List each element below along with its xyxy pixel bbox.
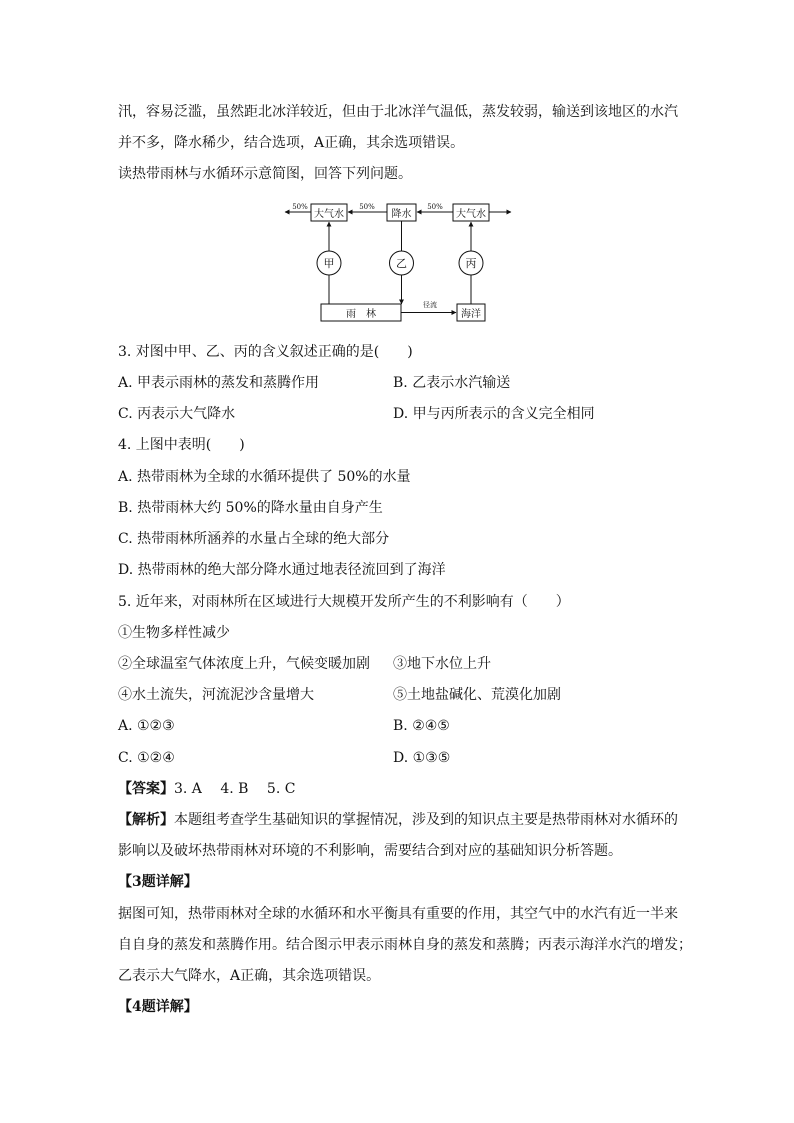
analysis-text-1: 本题组考查学生基础知识的掌握情况，涉及到的知识点主要是热带雨林对水循环的 [174,812,678,828]
intro-line-3: 读热带雨林与水循环示意简图，回答下列问题。 [118,166,412,182]
circle-bing-label: 丙 [465,257,477,270]
detail4-heading: 【4题详解】 [118,999,198,1015]
box-atmosphere-right-label: 大气水 [456,209,486,220]
q3-option-d: D. 甲与丙所表示的含义完全相同 [393,406,595,422]
q5-item-3: ③地下水位上升 [393,656,491,672]
pct-label-1: 50% [292,203,308,211]
q5-option-b: B. ②④⑤ [393,718,450,734]
q4-option-d: D. 热带雨林的绝大部分降水通过地表径流回到了海洋 [118,562,446,578]
box-precipitation-label: 降水 [391,209,412,220]
water-cycle-diagram [283,198,513,326]
q5-item-4: ④水土流失，河流泥沙含量增大 [118,687,314,703]
analysis-line-1 [118,811,678,829]
box-rainforest-label: 雨 林 [346,309,376,320]
q4-option-b: B. 热带雨林大约 50%的降水量由自身产生 [118,500,383,516]
q4-option-a: A. 热带雨林为全球的水循环提供了 50%的水量 [118,469,411,485]
box-ocean-label: 海洋 [461,309,481,320]
answer-text: 3. A 4. B 5. C [174,781,296,797]
circle-jia-label: 甲 [323,257,335,270]
analysis-line-2: 影响以及破坏热带雨林对环境的不利影响，需要结合到对应的基础知识分析答题。 [118,843,622,859]
q5-stem: 5. 近年来，对雨林所在区域进行大规模开发所产生的不利影响有（ ） [118,594,570,610]
q5-item-5: ⑤土地盐碱化、荒漠化加剧 [393,687,561,703]
answer-label: 【答案】 [118,781,174,797]
q5-item-1: ①生物多样性减少 [118,625,230,641]
q3-option-a: A. 甲表示雨林的蒸发和蒸腾作用 [118,375,320,391]
detail3-heading: 【3题详解】 [118,874,198,890]
q4-stem: 4. 上图中表明( ) [118,437,245,453]
q3-option-b: B. 乙表示水汽输送 [393,375,511,391]
pct-label-3: 50% [427,203,443,211]
q5-option-d: D. ①③⑤ [393,750,451,766]
intro-line-2: 并不多，降水稀少，结合选项，A正确，其余选项错误。 [118,135,465,151]
answer-line [118,780,295,798]
q3-option-c: C. 丙表示大气降水 [118,406,236,422]
q4-option-c: C. 热带雨林所涵养的水量占全球的绝大部分 [118,531,390,547]
circle-yi-label: 乙 [396,257,407,270]
pct-label-2: 50% [359,203,375,211]
detail3-line-3: 乙表示大气降水，A正确，其余选项错误。 [118,968,381,984]
detail3-line-2: 自自身的蒸发和蒸腾作用。结合图示甲表示雨林自身的蒸发和蒸腾；丙表示海洋水汽的增发； [118,937,692,953]
box-atmosphere-left-label: 大气水 [314,209,344,220]
q3-stem: 3. 对图中甲、乙、丙的含义叙述正确的是( ) [118,344,413,360]
runoff-label: 径流 [423,301,437,309]
intro-line-1: 汛，容易泛滥，虽然距北冰洋较近，但由于北冰洋气温低，蒸发较弱，输送到该地区的水汽 [118,104,678,120]
analysis-label: 【解析】 [118,812,174,828]
detail3-line-1: 据图可知，热带雨林对全球的水循环和水平衡具有重要的作用，其空气中的水汽有近一半来 [118,906,678,922]
q5-option-a: A. ①②③ [118,718,175,734]
q5-item-2: ②全球温室气体浓度上升，气候变暖加剧 [118,656,370,672]
q5-option-c: C. ①②④ [118,750,175,766]
